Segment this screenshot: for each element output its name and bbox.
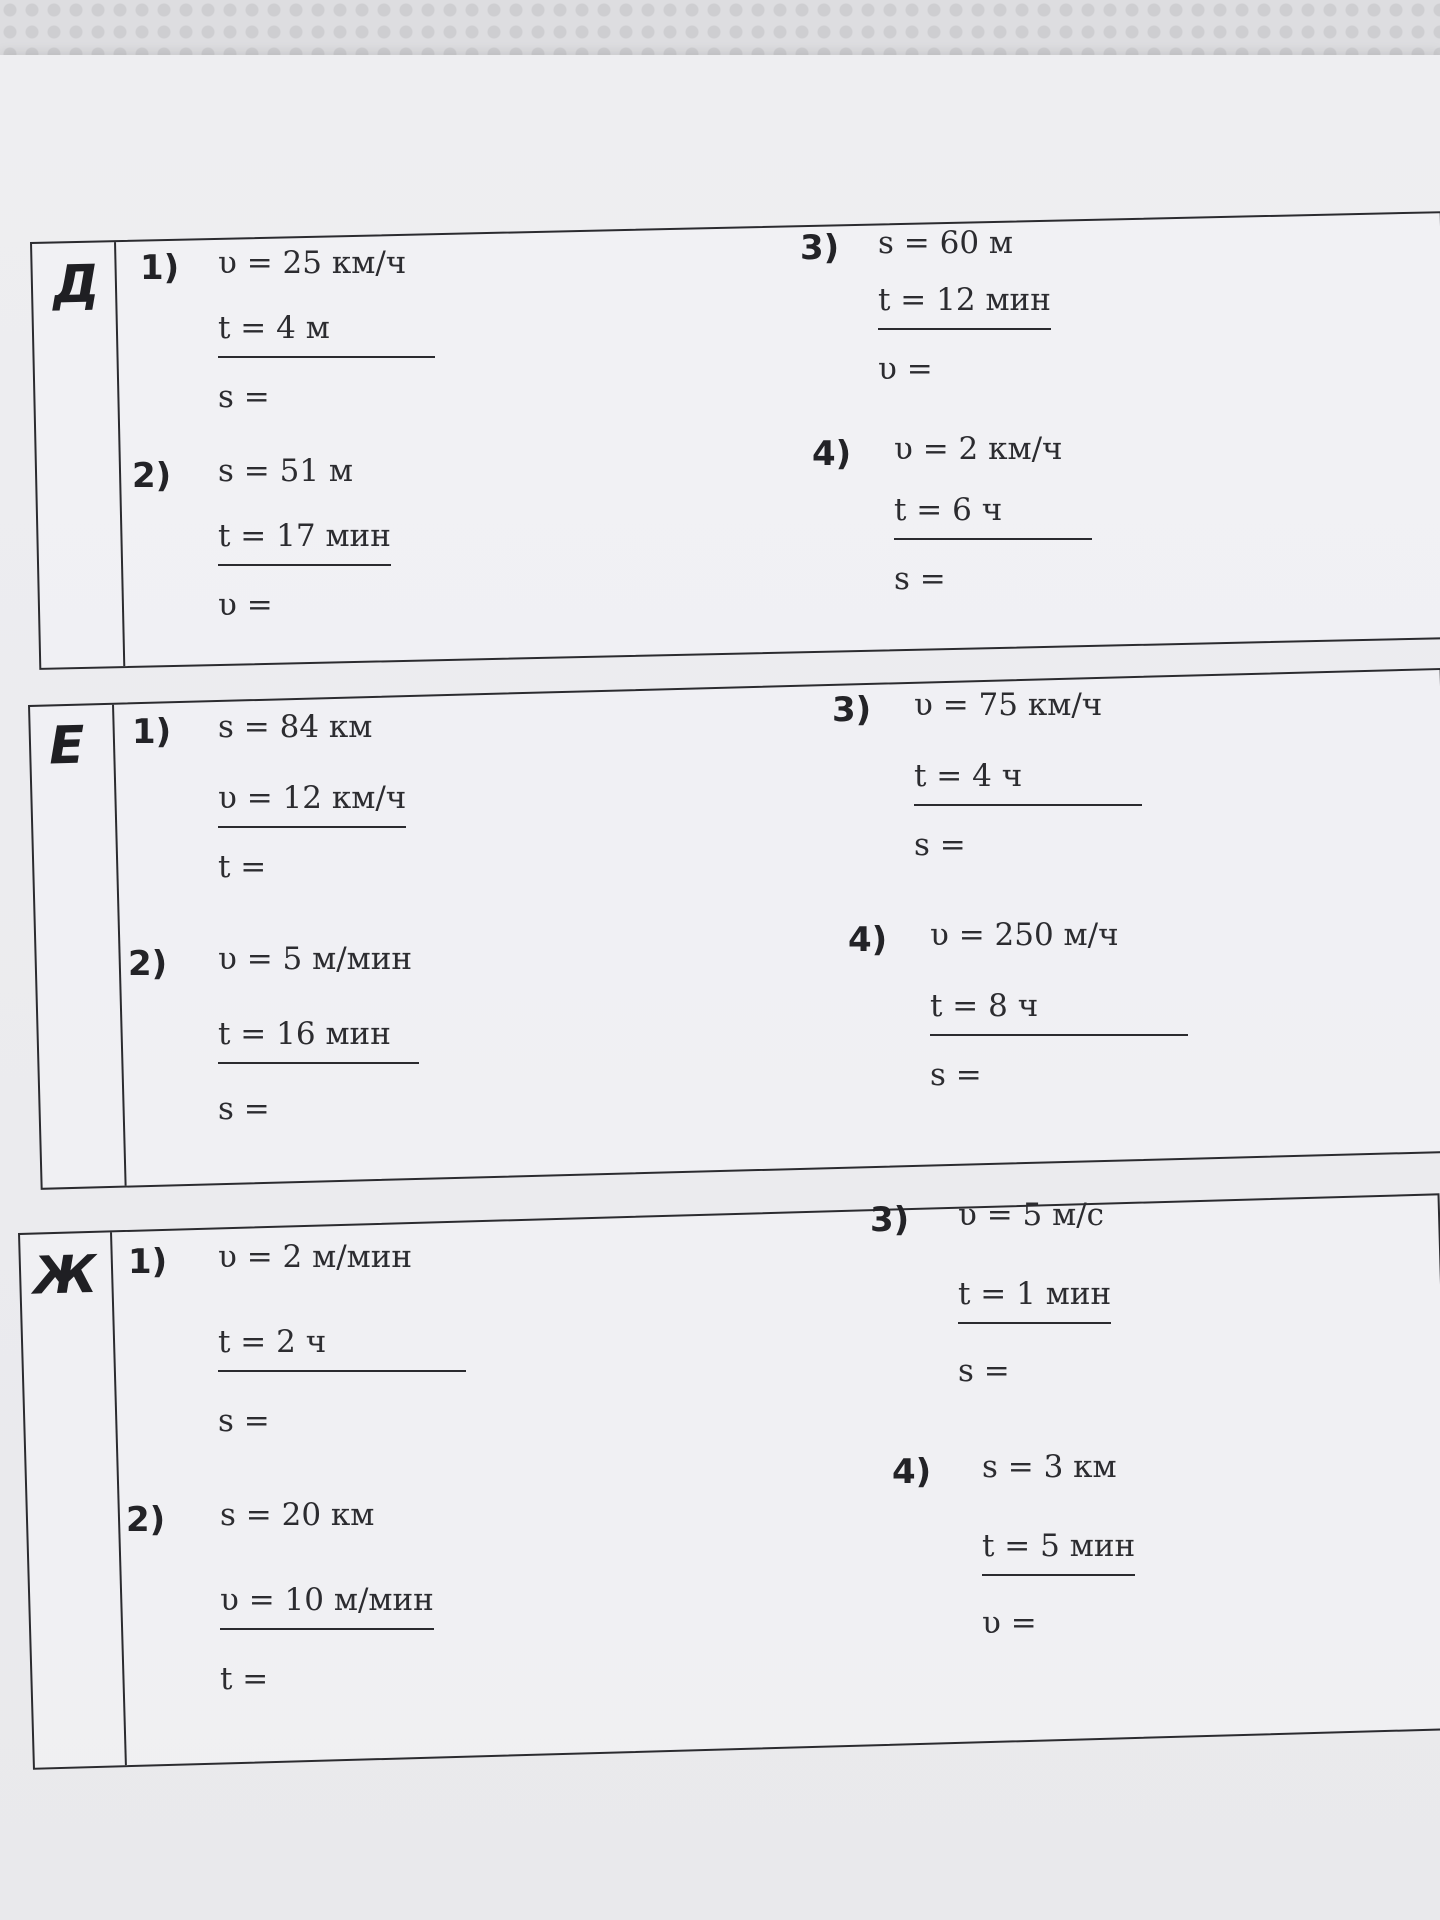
unknown-value: t = [218,849,267,885]
section-letter: Д [52,254,100,316]
given-value: t = 6 ч [894,495,1092,540]
unknown-value: υ = [218,587,273,623]
unknown-value: s = [930,1057,982,1093]
given-value: υ = 75 км/ч [914,687,1103,723]
given-value: s = 60 м [878,225,1014,261]
given-value: t = 12 мин [878,285,1051,330]
given-value: υ = 2 км/ч [894,431,1063,467]
problem-number: 4) [892,1452,932,1492]
unknown-value: υ = [878,351,933,387]
given-value: t = 16 мин [218,1019,419,1064]
given-value: t = 17 мин [218,521,391,566]
problem-number: 1) [132,712,172,752]
unknown-value: t = [220,1661,269,1697]
given-value: υ = 5 м/мин [218,941,413,977]
section-letter: Ж [32,1244,98,1307]
unknown-value: s = [218,1403,270,1439]
problem-number: 3) [800,228,840,268]
unknown-value: s = [218,1091,270,1127]
problem-number: 2) [128,944,168,984]
section-letter: Е [48,715,86,777]
given-value: t = 8 ч [930,991,1188,1036]
problem-number: 2) [132,456,172,496]
given-value: υ = 25 км/ч [218,245,407,281]
unknown-value: s = [218,379,270,415]
unknown-value: υ = [982,1605,1037,1641]
problem-number: 4) [812,434,852,474]
given-value: υ = 2 м/мин [218,1239,413,1275]
given-value: t = 5 мин [982,1531,1135,1576]
given-value: s = 3 км [982,1449,1117,1485]
given-value: υ = 5 м/с [958,1197,1105,1233]
given-value: s = 84 км [218,709,373,745]
given-value: t = 1 мин [958,1279,1111,1324]
unknown-value: s = [958,1353,1010,1389]
given-value: υ = 10 м/мин [220,1585,434,1630]
given-value: t = 4 ч [914,761,1142,806]
problem-number: 1) [140,248,180,288]
given-value: t = 4 м [218,313,435,358]
problem-number: 3) [832,690,872,730]
given-value: s = 51 м [218,453,354,489]
problem-number: 1) [128,1242,168,1282]
given-value: s = 20 км [220,1497,375,1533]
unknown-value: s = [894,561,946,597]
given-value: υ = 12 км/ч [218,783,406,828]
unknown-value: s = [914,827,966,863]
problem-number: 2) [126,1500,166,1540]
given-value: υ = 250 м/ч [930,917,1119,953]
given-value: t = 2 ч [218,1327,466,1372]
problem-number: 3) [870,1200,910,1240]
problem-number: 4) [848,920,888,960]
